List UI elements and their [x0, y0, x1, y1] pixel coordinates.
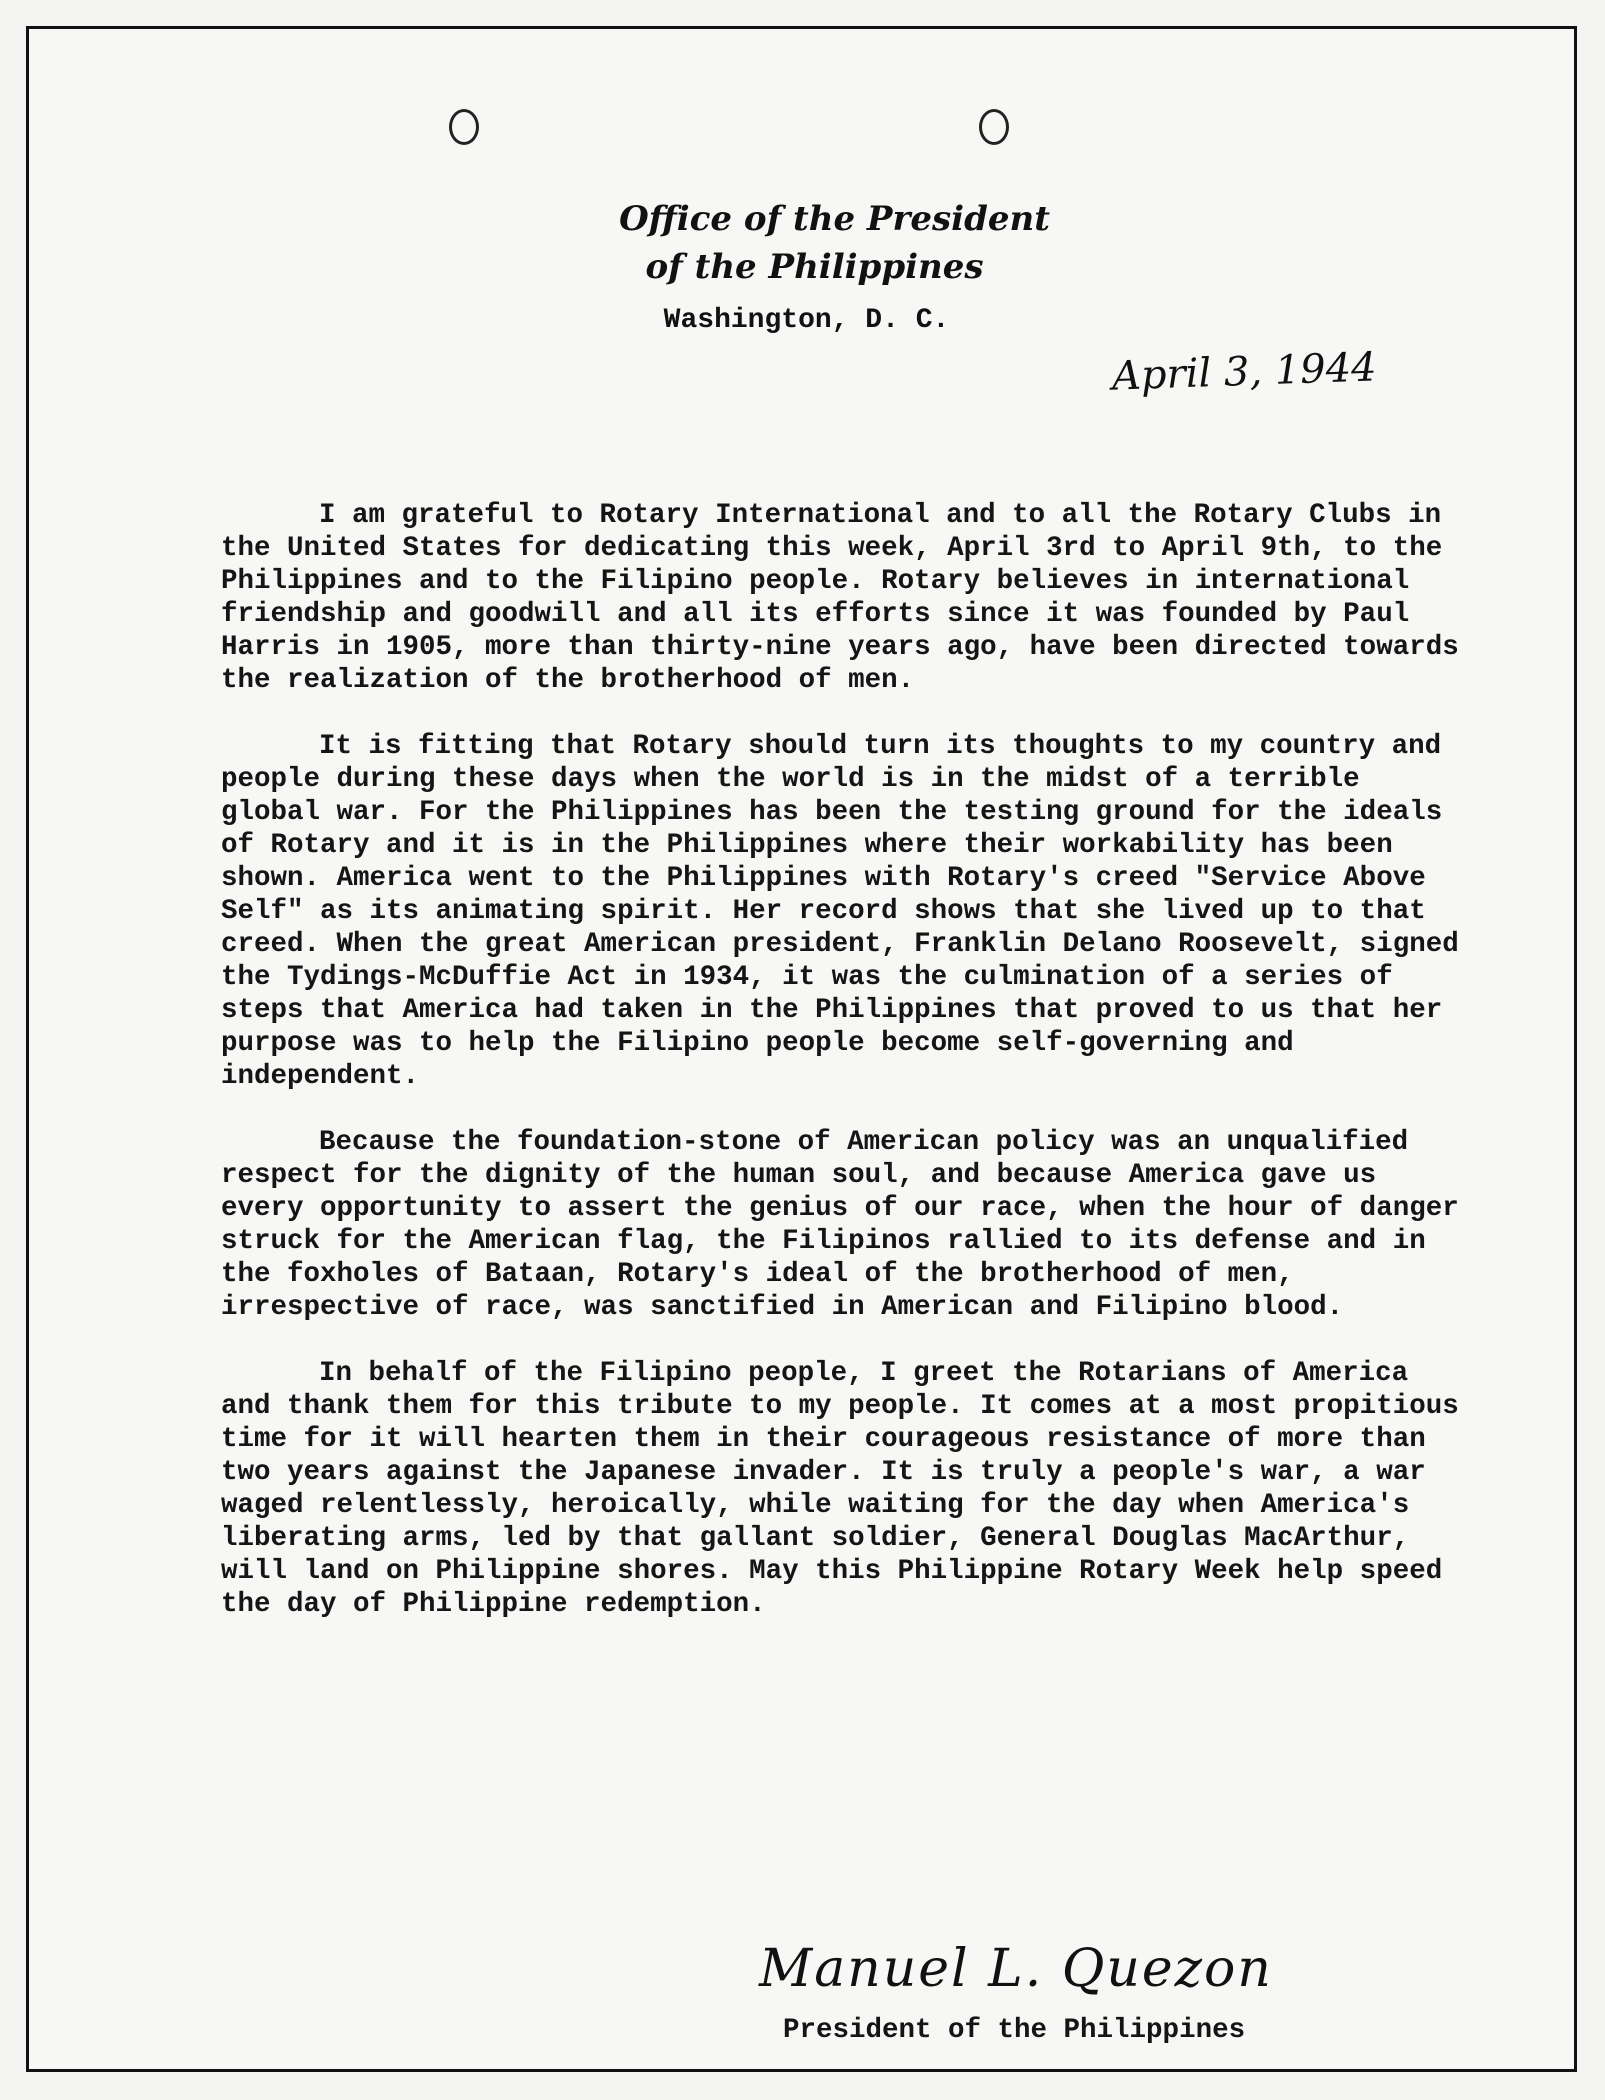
punch-hole-right — [979, 109, 1009, 145]
letter-page — [26, 26, 1577, 2072]
letterhead-location: Washington, D. C. — [663, 305, 950, 336]
paragraph-2: It is fitting that Rotary should turn its thoughts to my country and people during these days when the world is in the midst of a terrible global war. For the Philippines has been the testing ground for the ideals of Rotary and it is in the Philippines where their workability has been shown. America went to the Philippines with Rotary's creed "Service Above Self" as its animating spirit. Her record shows that she lived up to that creed. When the great American president, Franklin Delano Roosevelt, signed the Tydings-McDuffie Act in 1934, it was the culmination of a series of steps that America had taken in the Philippines that proved to us that her purpose was to help the Filipino people become self-governing and independent. — [221, 731, 1459, 1092]
letterhead-subtitle: of the Philippines — [645, 247, 984, 287]
paragraph-3: Because the foundation-stone of American policy was an unqualified respect for the dignity of the human soul, and because America gave us every opportunity to assert the genius of our race, when the hour of danger struck for the American flag, the Filipinos rallied to its defense and in the foxholes of Bataan, Rotary's ideal of the brotherhood of men, irrespective of race, was sanctified in American and Filipino blood. — [221, 1127, 1459, 1323]
letter-body — [221, 499, 1471, 1654]
signature: Manuel L. Quezon — [759, 1939, 1273, 1999]
handwritten-date: April 3, 1944 — [1111, 344, 1378, 400]
letterhead-title: Office of the President — [619, 199, 1050, 239]
punch-hole-left — [449, 109, 479, 145]
paragraph-1: I am grateful to Rotary International and to all the Rotary Clubs in the United States for dedicating this week, April 3rd to April 9th, to the Philippines and to the Filipino people. Rotary believes in international friendship and goodwill and all its efforts since it was founded by Paul Harris in 1905, more than thirty-nine years ago, have been directed towards the realization of the brotherhood of men. — [221, 500, 1459, 696]
signature-title: President of the Philippines — [783, 2015, 1246, 2046]
paragraph-4: In behalf of the Filipino people, I greet the Rotarians of America and thank them for this tribute to my people. It comes at a most propitious time for it will hearten them in their courageous resistance of more than two years against the Japanese invader. It is truly a people's war, a war waged relentlessly, heroically, while waiting for the day when America's liberating arms, led by that gallant soldier, General Douglas MacArthur, will land on Philippine shores. May this Philippine Rotary Week help speed the day of Philippine redemption. — [221, 1358, 1459, 1620]
